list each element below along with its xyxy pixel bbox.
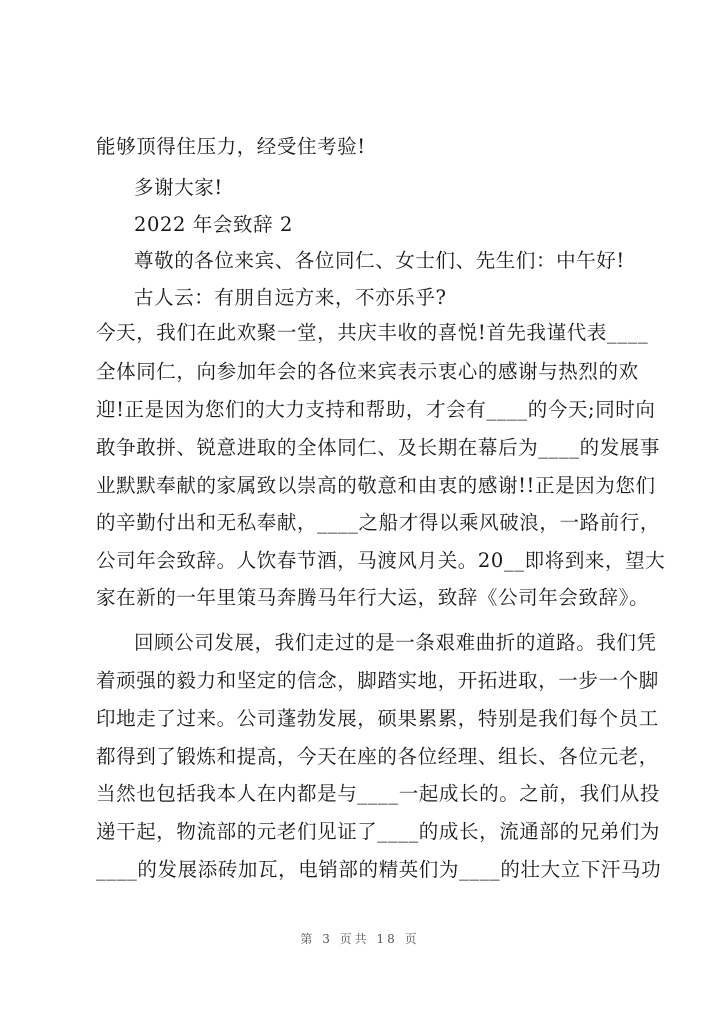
text-line-4: 尊敬的各位来宾、各位同仁、女士们、先生们：中午好!: [134, 249, 625, 272]
text-line-7: 全体同仁，向参加年会的各位来宾表示衷心的感谢与热烈的欢: [96, 360, 639, 383]
text-line-19: 递干起，物流部的元老们见证了____的成长，流通部的兄弟们为: [96, 820, 661, 843]
text-line-9: 敢争敢拼、锐意进取的全体同仁、及长期在幕后为____的发展事: [96, 436, 661, 459]
text-line-6: 今天，我们在此欢聚一堂，共庆丰收的喜悦!首先我谨代表____: [96, 321, 649, 344]
text-line-17: 都得到了锻炼和提高，今天在座的各位经理、组长、各位元老，: [96, 745, 659, 768]
text-line-12: 公司年会致辞。人饮春节酒，马渡风月关。20__即将到来，望大: [96, 549, 666, 572]
text-line-18: 当然也包括我本人在内都是与____一起成长的。之前，我们从投: [96, 782, 661, 805]
section-heading: 2022 年会致辞 2: [134, 213, 294, 236]
text-line-16: 印地走了过来。公司蓬勃发展，硕果累累，特别是我们每个员工: [96, 707, 659, 730]
text-line-8: 迎!正是因为您们的大力支持和帮助，才会有____的今天;同时向: [96, 398, 656, 421]
text-line-11: 的辛勤付出和无私奉献，____之船才得以乘风破浪，一路前行，: [96, 511, 661, 534]
text-line-5: 古人云：有朋自远方来，不亦乐乎?: [134, 286, 447, 309]
page-number-footer: 第 3 页共 18 页: [300, 932, 420, 946]
text-line-1: 能够顶得住压力，经受住考验!: [96, 135, 366, 158]
text-line-14: 回顾公司发展，我们走过的是一条艰难曲折的道路。我们凭: [134, 631, 657, 654]
text-line-13: 家在新的一年里策马奔腾马年行大运，致辞《公司年会致辞》。: [96, 586, 650, 609]
text-line-2: 多谢大家!: [134, 176, 223, 199]
text-line-15: 着顽强的毅力和坚定的信念，脚踏实地，开拓进取，一步一个脚: [96, 669, 659, 692]
text-line-20: ____的发展添砖加瓦，电销部的精英们为____的壮大立下汗马功: [96, 858, 662, 881]
text-line-10: 业默默奉献的家属致以崇高的敬意和由衷的感谢!!正是因为您们: [96, 474, 656, 497]
